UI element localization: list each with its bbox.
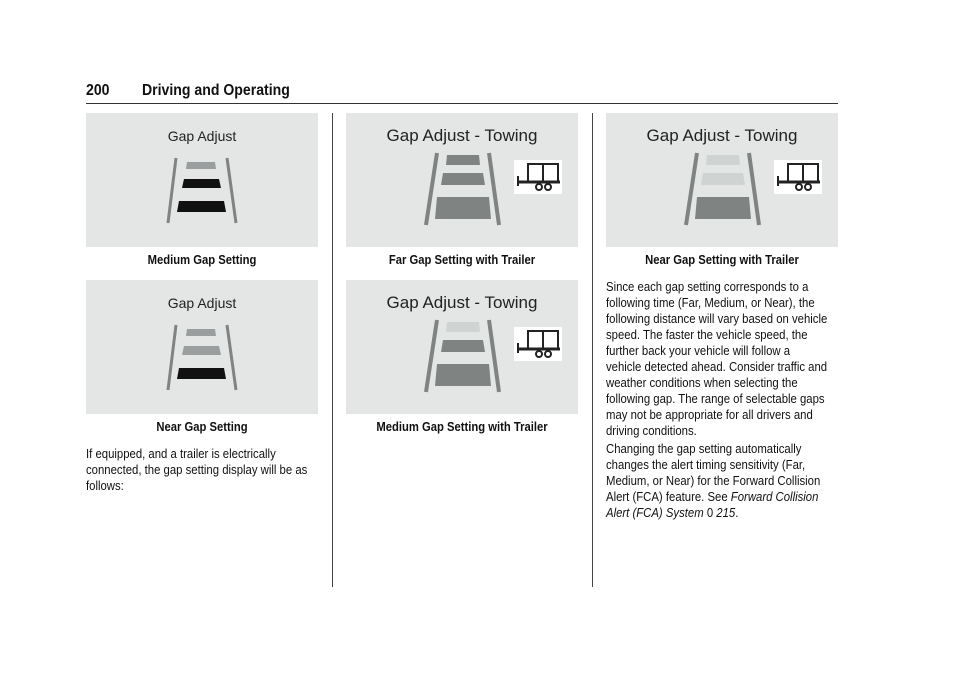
gap-adjust-towing-display-near [606,113,838,247]
display-title: Gap Adjust - Towing [386,293,538,312]
gap-explanation-paragraph: Since each gap setting corresponds to a following time (Far, Medium, or Near), the following distance will vary based on vehicle speed. The faster the vehicle speed, the further back your vehicle will follow a vehicle detected ahead. Consider traffic and weather conditions when selecting the following gap. The range of selectable gaps may not be appropriate for all drivers and driving conditions. [606,279,828,438]
display-title: Gap Adjust [167,295,237,311]
gap-bar-near [695,197,751,219]
left-lane-line [168,158,176,223]
page-number: 200 [86,82,110,99]
column-divider-2 [592,113,593,587]
gap-bars-graphic [346,280,578,414]
gap-adjust-display-near [86,280,318,414]
left-lane-line [686,153,697,225]
fca-link[interactable]: Forward Collision [730,489,819,504]
gap-bar-near [435,364,491,386]
fca-sensitivity-paragraph: Changing the gap setting automatically changes the alert timing sensitivity (Far, Medium, or Near) for the Forward Collision Alert (FCA) feature. See Forward Collision Alert (FCA) System 0 215. [606,441,821,520]
gap-bar-medium [182,346,221,355]
gap-adjust-display-medium [86,113,318,247]
page-ref-arrow-icon: 0 [706,505,714,520]
gap-bar-far [706,155,740,165]
trailer-icon [774,160,822,194]
gap-bars-graphic [86,113,318,247]
gap-bar-medium [441,173,485,185]
gap-bars-graphic [86,280,318,414]
page-ref[interactable]: 215 [716,505,736,520]
display-title: Gap Adjust [167,128,237,144]
gap-bar-far [446,155,480,165]
gap-bar-near [435,197,491,219]
figure-caption: Far Gap Setting with Trailer [388,253,536,267]
left-lane-line [426,320,437,392]
display-title: Gap Adjust - Towing [386,126,538,145]
gap-bar-medium [701,173,745,185]
gap-bar-medium [182,179,221,188]
header-rule [86,103,838,104]
gap-bars-graphic [606,113,838,247]
gap-adjust-towing-display-medium [346,280,578,414]
gap-adjust-towing-display-far [346,113,578,247]
right-lane-line [227,325,236,390]
left-lane-line [426,153,437,225]
display-title: Gap Adjust - Towing [646,126,798,145]
gap-bar-near [177,368,226,379]
left-lane-line [168,325,176,390]
section-title: Driving and Operating [142,82,290,99]
figure-caption: Near Gap Setting [156,420,248,434]
right-lane-line [227,158,236,223]
figure-caption: Medium Gap Setting [147,253,257,267]
gap-bar-near [177,201,226,212]
gap-bars-graphic [346,113,578,247]
fca-link-cont[interactable]: Alert (FCA) System [606,505,704,520]
gap-bar-far [446,322,480,332]
figure-caption: Medium Gap Setting with Trailer [376,420,548,434]
trailer-intro-paragraph: If equipped, and a trailer is electrically connected, the gap setting display will be as follows: [86,446,308,493]
gap-bar-far [186,329,216,336]
figure-caption: Near Gap Setting with Trailer [645,253,799,267]
page-header [86,82,838,104]
trailer-icon [514,160,562,194]
column-divider-1 [332,113,333,587]
gap-bar-far [186,162,216,169]
trailer-icon [514,327,562,361]
gap-bar-medium [441,340,485,352]
